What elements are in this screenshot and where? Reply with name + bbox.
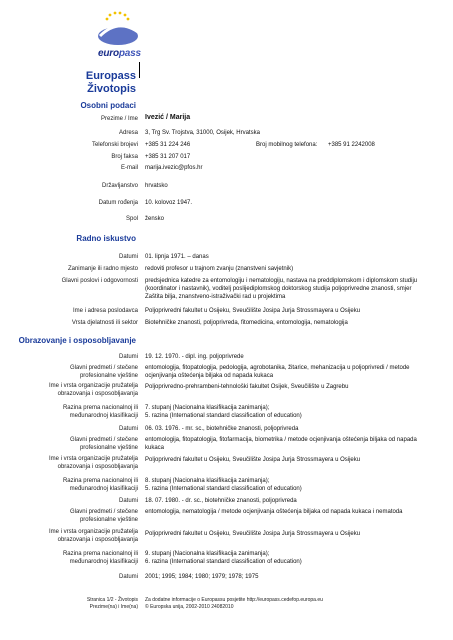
dob-label: Datum rođenja <box>98 200 138 206</box>
edu-org-value: Poljoprivredni fakultet u Osijeku, Sveučilište Josipa Jurja Strossmayera u Osijeku <box>145 457 361 463</box>
nationality-label: Državljanstvo <box>101 183 138 189</box>
edu-level-label: međunarodnoj klasifikaciji <box>69 486 138 492</box>
column-divider <box>139 62 140 78</box>
name-value: Ivezić / Marija <box>145 114 191 121</box>
edu-subjects-value: entomologija, fitopatologija, fitofarmacija, biometrika / metode ocjenjivanja oštećenja biljaka od napada <box>145 437 417 443</box>
work-date-value: 01. lipnja 1971. – danas <box>145 254 209 260</box>
edu-date-value: 19. 12. 1970. - dipl. ing. poljoprivrede <box>145 354 244 360</box>
fax-label: Broj faksa <box>111 154 138 160</box>
edu-last-date-label: Datumi <box>118 574 138 580</box>
mobile-label: Broj mobilnog telefona: <box>256 142 318 148</box>
fax-value: +385 31 207 017 <box>145 154 191 160</box>
edu-subjects-value: entomologija, nematologija / metode ocjenjivanja oštećenja biljaka od napada kukaca i nematoda <box>145 509 403 515</box>
sector-value: Biotehničke znanosti, poljoprivreda, fitomedicina, entomologija, nematologija <box>145 320 348 326</box>
edu-subjects-label: profesionalne vještine <box>79 445 138 451</box>
employer-value: Poljoprivredni fakultet u Osijeku, Sveučilište Josipa Jurja Strossmayera u Osijeku <box>145 308 361 314</box>
footer-right <box>145 597 323 611</box>
logo-wordmark: europass <box>98 48 141 59</box>
document-title-line1: Europass <box>85 70 136 82</box>
edu-last-date-value: 2001; 1995; 1984; 1980; 1979; 1978; 1975 <box>145 574 259 580</box>
edu-org-label: obrazovanja i osposobljavanja <box>57 537 138 543</box>
edu-org-label: Ime i vrsta organizacije pružatelja <box>48 529 138 535</box>
edu-level-value: 8. stupanj (Nacionalna klasifikacija zanimanja); <box>145 478 270 484</box>
edu-level-value: 5. razina (International standard classification of education) <box>145 413 302 419</box>
phone-label: Telefonski brojevi <box>91 142 138 148</box>
section-work: Radno iskustvo <box>76 234 136 243</box>
gender-label: Spol <box>125 216 138 222</box>
email-label: E-mail <box>120 165 138 171</box>
edu-level-label: međunarodnoj klasifikaciji <box>69 413 138 419</box>
edu-org-value: Poljoprivredni fakultet u Osijeku, Sveučilište Josipa Jurja Strossmayera u Osijeku <box>145 531 361 537</box>
edu-level-label: Razina prema nacionalnoj ili <box>62 478 138 484</box>
email-value: marija.ivezic@pfos.hr <box>145 165 203 171</box>
edu-org-label: obrazovanja i osposobljavanja <box>57 464 138 470</box>
edu-subjects-value: kukaca <box>145 445 165 451</box>
footer-info-link[interactable]: Za dodatne informacije o Europassu posjetite http://europass.cedefop.europa.eu <box>145 597 323 603</box>
edu-org-value: Poljoprivredno-prehrambeni-tehnološki fakultet Osijek, Sveučilište u Zagrebu <box>145 384 349 390</box>
edu-date-label: Datumi <box>118 354 138 360</box>
edu-subjects-label: Glavni predmeti / stečene <box>69 509 138 515</box>
edu-level-label: Razina prema nacionalnoj ili <box>62 551 138 557</box>
edu-subjects-value: entomologija, fitopatologija, pedologija, agrobotanika, žitarice, mehanizacija u poljoprivredi / metode <box>145 365 410 371</box>
edu-subjects-label: Glavni predmeti / stečene <box>69 365 138 371</box>
address-value: 3, Trg Sv. Trojstva, 31000, Osijek, Hrvatska <box>145 130 260 136</box>
footer-copyright: © Europska unija, 2002-2010 24082010 <box>145 604 234 610</box>
dob-value: 10. kolovoz 1947. <box>145 200 193 206</box>
edu-date-value: 18. 07. 1980. - dr. sc., biotehničke znanosti, poljoprivreda <box>145 498 297 504</box>
edu-subjects-label: Glavni predmeti / stečene <box>69 437 138 443</box>
edu-level-value: 5. razina (International standard classification of education) <box>145 486 302 492</box>
footer-left <box>87 597 138 611</box>
nationality-value: hrvatsko <box>145 183 168 189</box>
edu-date-label: Datumi <box>118 498 138 504</box>
position-value: redoviti profesor u trajnom zvanju (znanstveni savjetnik) <box>145 266 294 272</box>
edu-subjects-label: profesionalne vještine <box>79 517 138 523</box>
employer-label: Ime i adresa poslodavca <box>72 308 138 314</box>
duties-line: Zaštita bilja, znanstveno-istraživački rad u projektima <box>145 294 286 300</box>
work-date-label: Datumi <box>118 254 138 260</box>
sector-label: Vrsta djelatnosti ili sektor <box>71 320 138 326</box>
edu-level-value: 9. stupanj (Nacionalna klasifikacija zanimanja); <box>145 551 270 557</box>
edu-level-label: Razina prema nacionalnoj ili <box>62 405 138 411</box>
edu-level-label: međunarodnoj klasifikaciji <box>69 559 138 565</box>
position-label: Zanimanje ili radno mjesto <box>67 266 138 272</box>
edu-org-label: Ime i vrsta organizacije pružatelja <box>48 456 138 462</box>
gender-value: žensko <box>145 216 165 222</box>
edu-level-value: 6. razina (International standard classification of education) <box>145 559 302 565</box>
footer-page-info: Stranica 1/2 - Životopis <box>86 597 138 603</box>
edu-subjects-label: profesionalne vještine <box>79 373 138 379</box>
edu-date-label: Datumi <box>118 426 138 432</box>
document-title-line2: Životopis <box>87 83 136 95</box>
phone-value: +385 31 224 246 <box>145 142 191 148</box>
duties-line: predsjednica katedre za entomologiju i nematologiju, nastava na preddiplomskom i diplomskom studiju <box>145 278 418 284</box>
edu-level-value: 7. stupanj (Nacionalna klasifikacija zanimanja); <box>145 405 270 411</box>
footer-name-info: Prezime(na) i Ime(na) <box>89 604 138 610</box>
duties-line: (koordinator i nastavnik), voditelj poslijediplomskog doktorskog studija poljoprivredne znanosti, smjer <box>145 286 412 292</box>
edu-subjects-value: ocjenjivanja oštećenja biljaka od napada kukaca <box>145 373 274 379</box>
mobile-value: +385 91 2242008 <box>328 142 375 148</box>
section-personal: Osobni podaci <box>80 101 136 110</box>
edu-org-label: Ime i vrsta organizacije pružatelja <box>48 383 138 389</box>
europass-logo <box>88 8 150 62</box>
address-label: Adresa <box>118 130 138 136</box>
section-education: Obrazovanje i osposobljavanje <box>18 336 136 345</box>
edu-org-label: obrazovanja i osposobljavanja <box>57 391 138 397</box>
duties-label: Glavni poslovi i odgovornosti <box>61 278 138 284</box>
edu-date-value: 06. 03. 1976. - mr. sc., biotehničke znanosti, poljoprivreda <box>145 426 299 432</box>
europass-logo-icon <box>88 8 150 48</box>
name-label: Prezime / Ime <box>100 116 138 122</box>
